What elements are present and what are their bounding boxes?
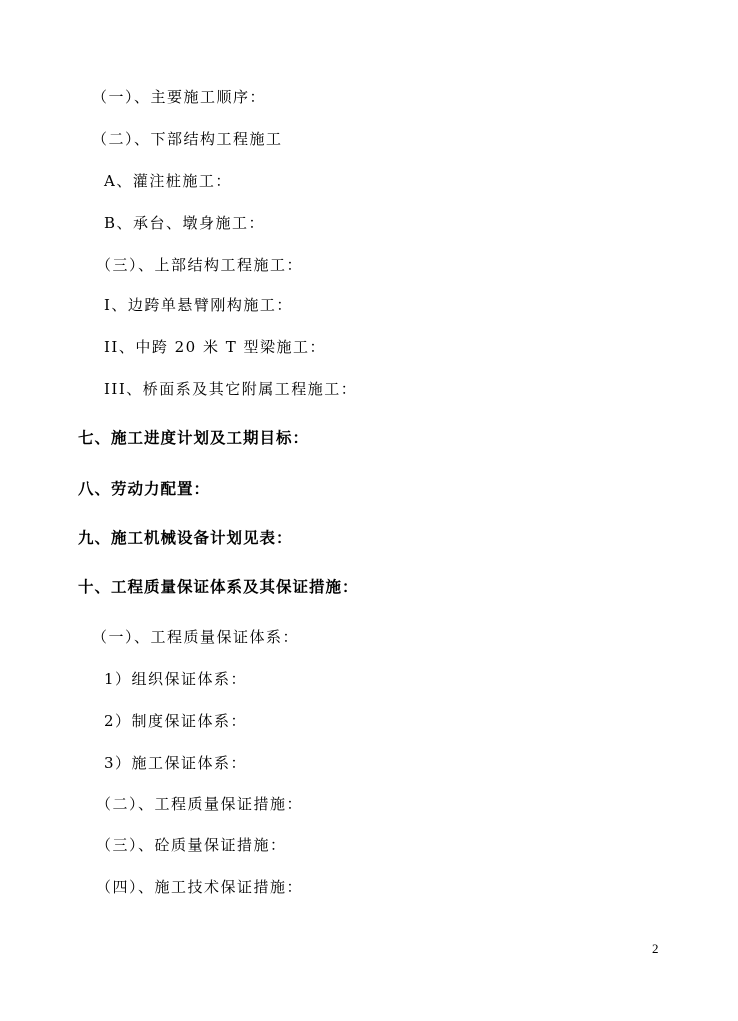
item-pile-cap-pier-construction: B、承台、墩身施工：	[104, 214, 266, 232]
heading-machinery-plan: 九、施工机械设备计划见表：	[78, 529, 293, 547]
heading-quality-assurance: 十、工程质量保证体系及其保证措施：	[78, 578, 359, 596]
subsection-quality-assurance-measures: （二）、工程质量保证措施：	[96, 795, 304, 813]
item-institutional-assurance: 2）制度保证体系：	[104, 712, 248, 730]
subsection-superstructure-construction: （三）、上部结构工程施工：	[96, 256, 304, 274]
item-construction-assurance: 3）施工保证体系：	[104, 754, 248, 772]
page-number: 2	[652, 941, 659, 956]
heading-schedule-plan: 七、施工进度计划及工期目标：	[78, 429, 310, 447]
subsection-quality-assurance-system: （一）、工程质量保证体系：	[92, 628, 300, 646]
subsection-technical-assurance-measures: （四）、施工技术保证措施：	[96, 878, 304, 896]
item-side-span-cantilever-rigid-frame: I、边跨单悬臂刚构施工：	[104, 296, 293, 314]
item-deck-system-ancillary-works: III、桥面系及其它附属工程施工：	[104, 380, 358, 398]
item-organizational-assurance: 1）组织保证体系：	[104, 670, 248, 688]
subsection-substructure-construction: （二）、下部结构工程施工	[92, 130, 283, 148]
heading-labor-allocation: 八、劳动力配置：	[78, 480, 211, 498]
subsection-concrete-quality-measures: （三）、砼质量保证措施：	[96, 836, 287, 854]
item-bored-pile-construction: A、灌注桩施工：	[104, 172, 232, 190]
subsection-main-construction-sequence: （一）、主要施工顺序：	[92, 88, 267, 106]
item-middle-span-t-beam: II、中跨 20 米 T 型梁施工：	[104, 338, 327, 356]
